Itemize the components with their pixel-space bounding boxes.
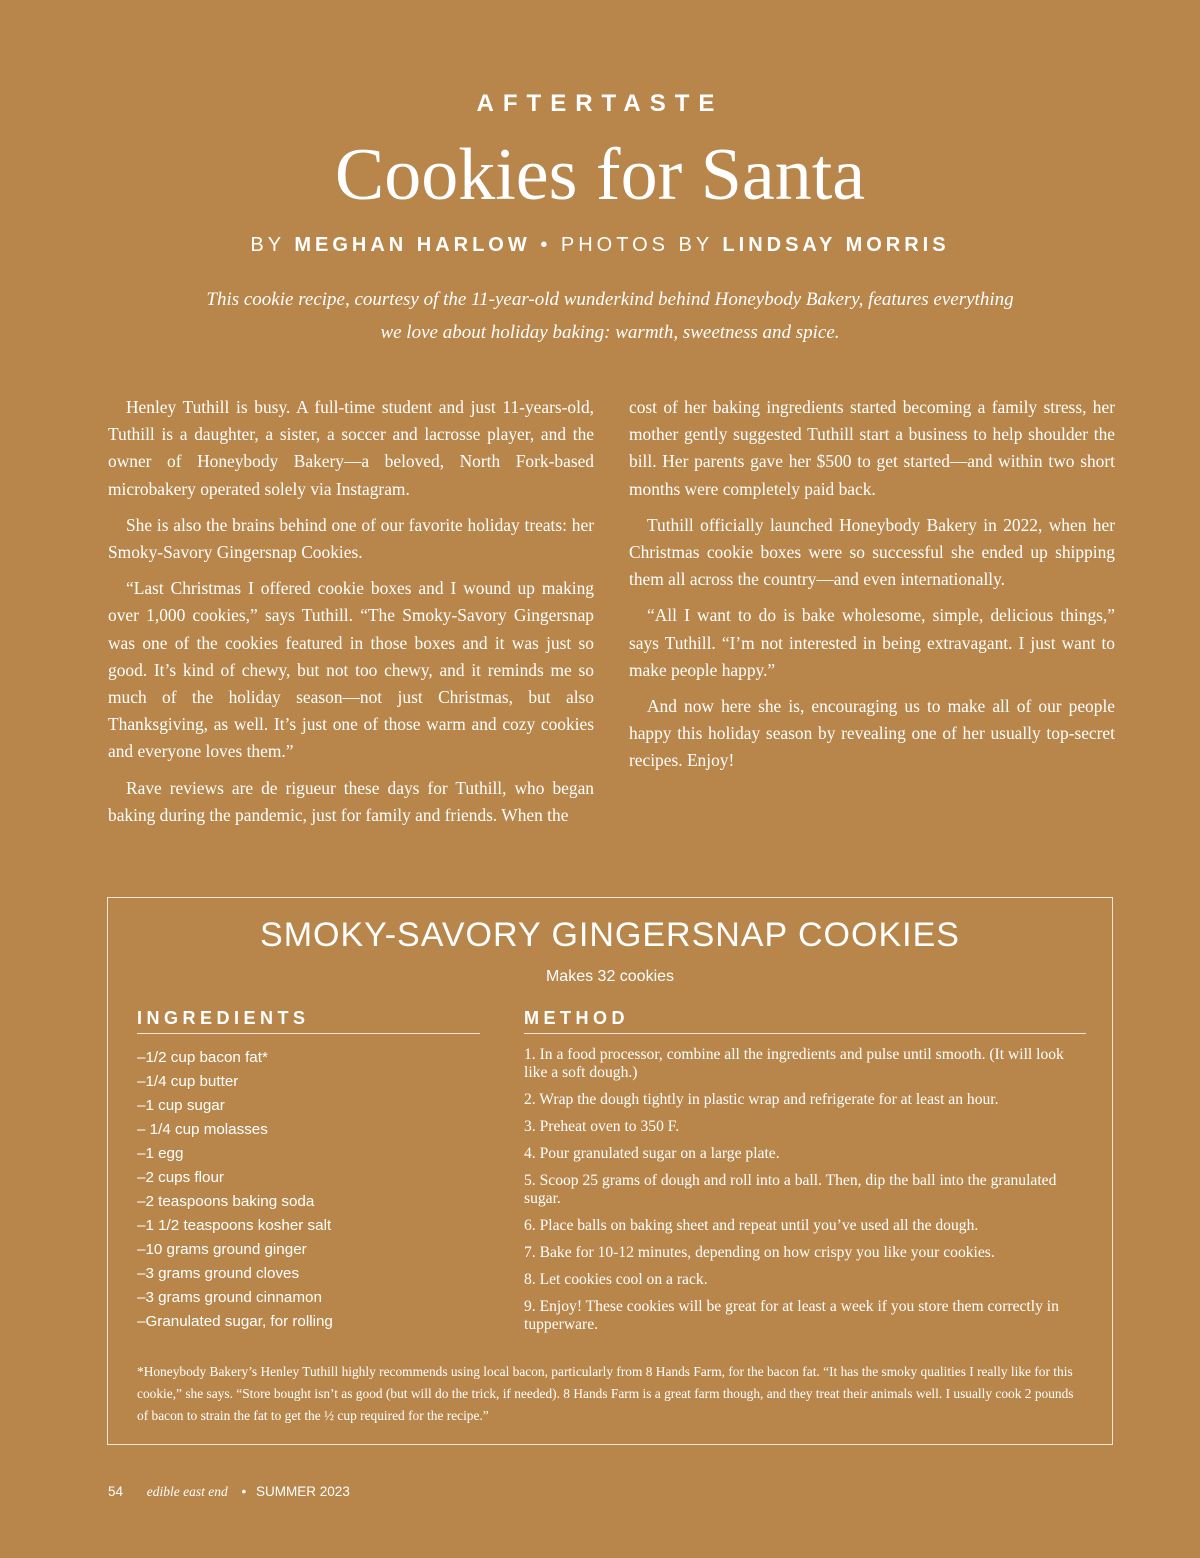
recipe-footnote: *Honeybody Bakery’s Henley Tuthill highly recommends using local bacon, particularly from 8 Hands Farm, for the bacon fat. “It has the smoky qualities I really like for this cookie,” she says. “Store bought isn’t as good (but will do the trick, if needed). 8 Hands Farm is a great farm though, and they treat their animals well. I usually cook 2 pounds of bacon to strain the fat to get the ½ cup required for the recipe.”: [137, 1364, 1074, 1423]
article-paragraph: Tuthill officially launched Honeybody Bakery in 2022, when her Christmas cookie boxes were so successful she ended up shipping them all across the country—and even internationally.: [629, 514, 1115, 590]
page-number: 54: [108, 1484, 124, 1499]
method-step: 1. In a food processor, combine all the ingredients and pulse until smooth. (It will look like a soft dough.): [524, 1046, 1064, 1081]
page-title: Cookies for Santa: [334, 134, 866, 216]
method-step: 2. Wrap the dough tightly in plastic wrap and refrigerate for at least an hour.: [524, 1091, 999, 1108]
ingredient-item: –3 grams ground cinnamon: [137, 1289, 322, 1306]
byline: [0, 234, 1200, 257]
method-step: 4. Pour granulated sugar on a large plate.: [524, 1145, 780, 1162]
method-step: 8. Let cookies cool on a rack.: [524, 1271, 708, 1288]
section-kicker: AFTERTASTE: [476, 90, 724, 117]
method-step: 3. Preheat oven to 350 F.: [524, 1118, 680, 1135]
method-list: [524, 1046, 1086, 1343]
method-step: 5. Scoop 25 grams of dough and roll into a ball. Then, dip the ball into the granulated sugar.: [524, 1172, 1057, 1207]
method-step: 6. Place balls on baking sheet and repeat until you’ve used all the dough.: [524, 1217, 979, 1234]
article-paragraph: cost of her baking ingredients started becoming a family stress, her mother gently suggested Tuthill start a business to help shoulder the bill. Her parents gave her $500 to get started—and within two short months were completely paid back.: [629, 397, 1115, 499]
byline-by: BY: [250, 234, 285, 256]
ingredient-item: – 1/4 cup molasses: [137, 1121, 268, 1138]
method-heading: METHOD: [524, 1008, 1086, 1034]
article-column-right: [629, 394, 1115, 784]
method-step: 7. Bake for 10-12 minutes, depending on how crispy you like your cookies.: [524, 1244, 995, 1261]
byline-separator: •: [540, 234, 552, 256]
recipe-box: [107, 897, 1113, 1445]
article-paragraph: Henley Tuthill is busy. A full-time student and just 11-years-old, Tuthill is a daughter, a sister, a soccer and lacrosse player, and the owner of Honeybody Bakery—a beloved, North Fork-based microbakery operated solely via Instagram.: [108, 397, 594, 499]
article-paragraph: “Last Christmas I offered cookie boxes and I wound up making over 1,000 cookies,” says Tuthill. “The Smoky-Savory Gingersnap was one of the cookies featured in those boxes and it was just so good. It’s kind of chewy, but not too chewy, and it reminds me so much of the holiday season—not just Christmas, but also Thanksgiving, as well. It’s just one of those warm and cozy cookies and everyone loves them.”: [108, 578, 594, 762]
publication-name: edible east end: [146, 1484, 228, 1499]
recipe-title: SMOKY-SAVORY GINGERSNAP COOKIES: [260, 916, 960, 954]
article-paragraph: Rave reviews are de rigueur these days for Tuthill, who began baking during the pandemic, just for family and friends. When the: [108, 777, 594, 825]
article-paragraph: “All I want to do is bake wholesome, simple, delicious things,” says Tuthill. “I’m not interested in being extravagant. I just want to make people happy.”: [629, 605, 1115, 680]
ingredient-item: –1 egg: [137, 1145, 184, 1162]
deck: [200, 283, 1020, 349]
article-paragraph: She is also the brains behind one of our favorite holiday treats: her Smoky-Savory Gingersnap Cookies.: [108, 514, 594, 563]
folio: [108, 1484, 350, 1500]
ingredient-item: –1/2 cup bacon fat*: [137, 1049, 268, 1066]
byline-photographer: LINDSAY MORRIS: [722, 234, 950, 256]
ingredients-list: [137, 1046, 333, 1334]
ingredient-item: –1/4 cup butter: [137, 1073, 239, 1090]
ingredient-item: –2 teaspoons baking soda: [137, 1193, 315, 1210]
method-step: 9. Enjoy! These cookies will be great for at least a week if you store them correctly in tupperware.: [524, 1298, 1059, 1333]
ingredient-item: –Granulated sugar, for rolling: [137, 1313, 333, 1330]
deck-line-2: we love about holiday baking: warmth, sweetness and spice.: [380, 322, 840, 343]
article-column-left: [108, 394, 594, 838]
folio-separator: •: [241, 1484, 247, 1499]
ingredient-item: –1 1/2 teaspoons kosher salt: [137, 1217, 332, 1234]
ingredients-heading: INGREDIENTS: [137, 1008, 480, 1034]
deck-line-1: This cookie recipe, courtesy of the 11-year-old wunderkind behind Honeybody Bakery, features everything: [206, 289, 1014, 310]
ingredient-item: –2 cups flour: [137, 1169, 224, 1186]
article-paragraph: And now here she is, encouraging us to make all of our people happy this holiday season by revealing one of her usually top-secret recipes. Enjoy!: [629, 696, 1115, 771]
issue-date: SUMMER 2023: [256, 1484, 350, 1499]
byline-author: MEGHAN HARLOW: [294, 234, 531, 256]
ingredient-item: –1 cup sugar: [137, 1097, 225, 1114]
ingredient-item: –10 grams ground ginger: [137, 1241, 307, 1258]
recipe-yield: Makes 32 cookies: [545, 968, 675, 985]
ingredient-item: –3 grams ground cloves: [137, 1265, 300, 1282]
byline-photos-by: PHOTOS BY: [560, 234, 713, 256]
